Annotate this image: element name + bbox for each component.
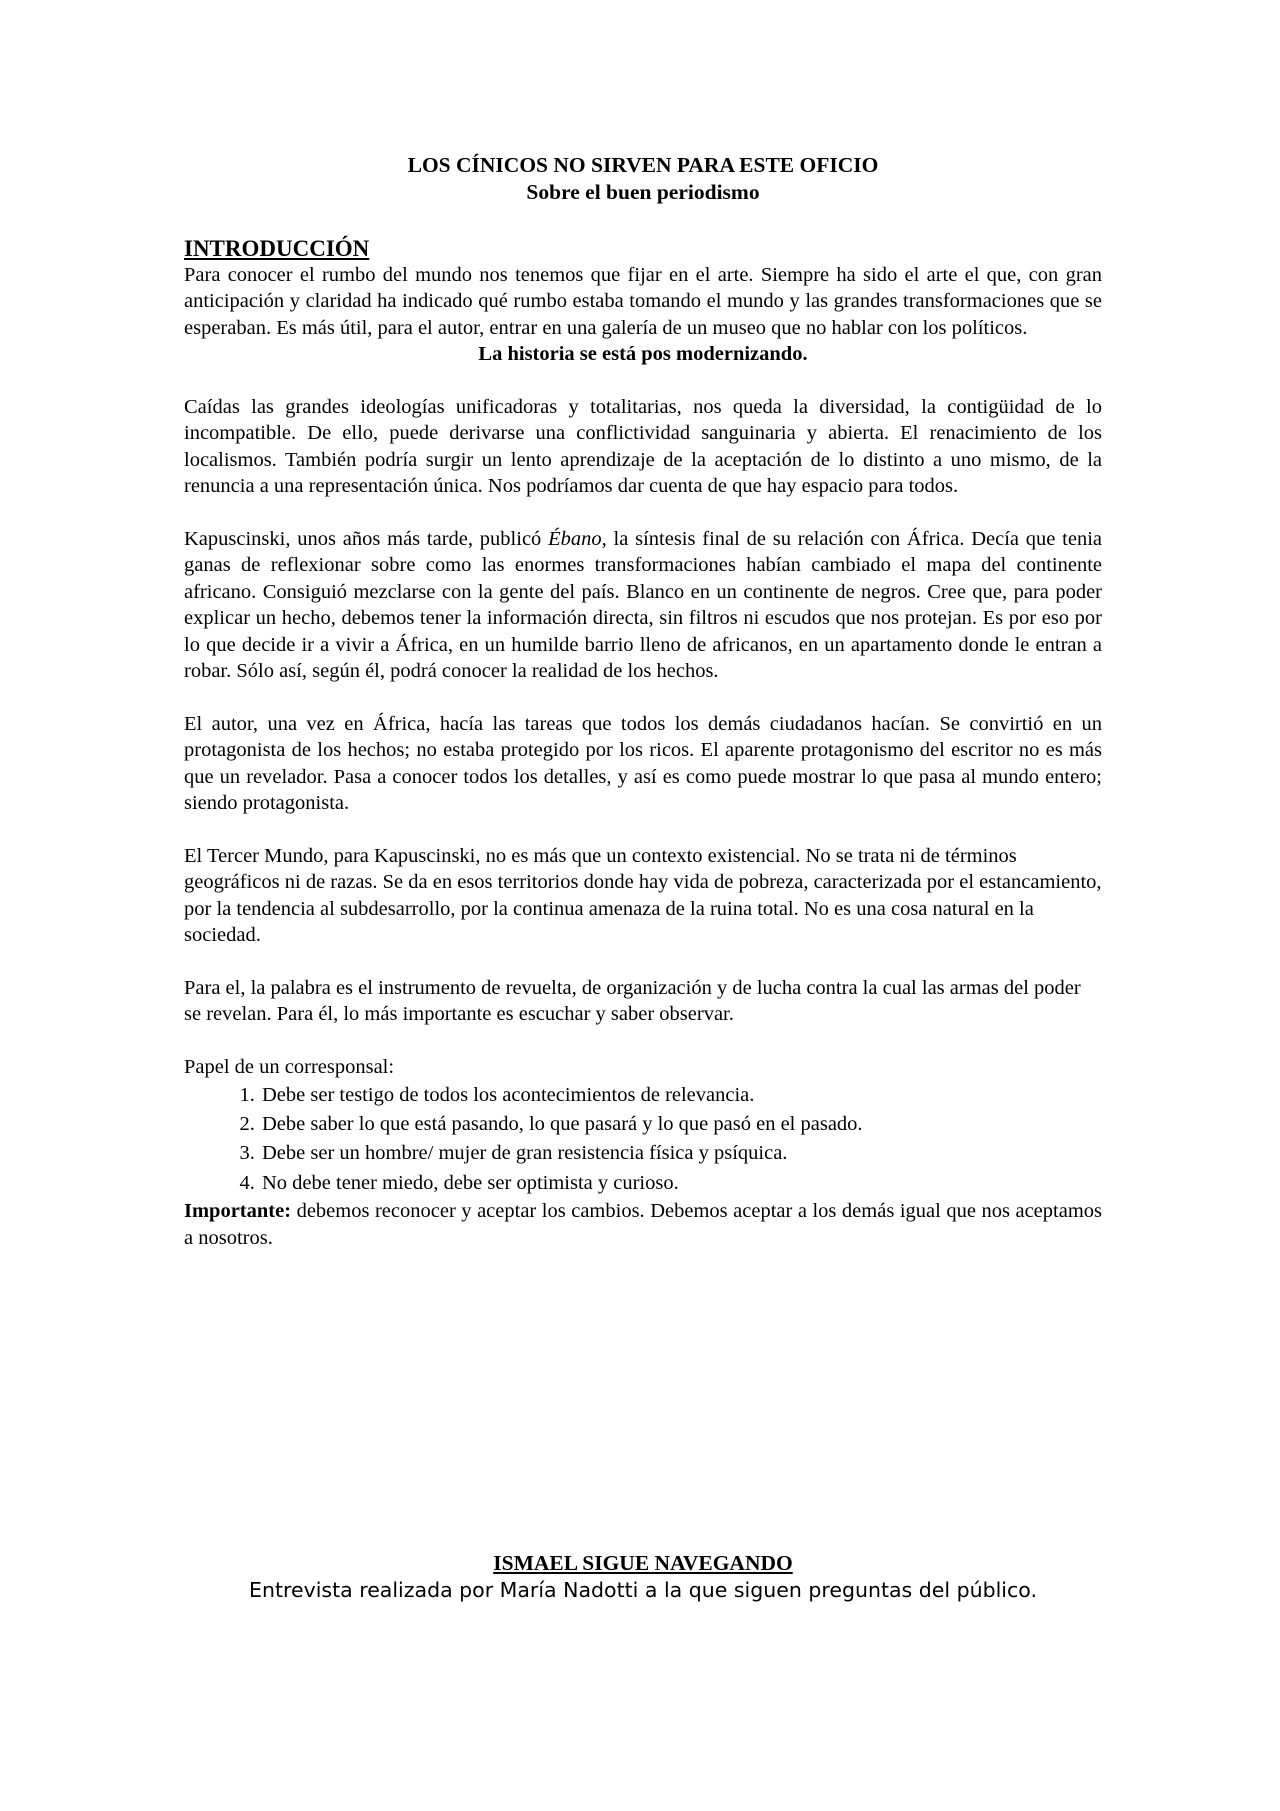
paragraph-ebano-start: Kapuscinski, unos años más tarde, publicó (184, 528, 549, 551)
corresponsal-label: Papel de un corresponsal: (184, 1056, 395, 1079)
list-item: 2. Debe saber lo que está pasando, lo que pasará y lo que pasó en el pasado. (260, 1110, 1102, 1139)
paragraph-autor-africa: El autor, una vez en África, hacía las tareas que todos los demás ciudadanos hacían. Se convirtió en un protagonista de los hechos; no estaba protegido por los ricos. El aparente protagonismo del escritor no es más que un revelador. Pasa a conocer todos los detalles, y así es como puede mostrar lo que pasa al mundo entero; siendo protagonista. (184, 712, 1102, 815)
paragraph-palabra: Para el, la palabra es el instrumento de revuelta, de organización y de lucha contra la cual las armas del poder se revelan. Para él, lo más importante es escuchar y saber observar. (184, 976, 1081, 1026)
paragraph-ebano-rest: la síntesis final de su relación con África. Decía que tenia ganas de reflexionar sobre como las enormes transformaciones habían cambiado el mapa del continente africano. Consiguió mezclarse con la gente del país. Blanco en un continente de negros. Cree que, para poder explicar un hecho, debemos tener la información directa, sin filtros ni escudos que nos protejan. Es por eso por lo que decide ir a vivir a África, en un humilde barrio lleno de africanos, en un apartamento donde le entran a robar. Sólo así, según él, podrá conocer la realidad de los hechos. (184, 528, 1102, 683)
document-title: LOS CÍNICOS NO SIRVEN PARA ESTE OFICIO (407, 153, 879, 177)
list-item: 3. Debe ser un hombre/ mujer de gran resistencia física y psíquica. (260, 1139, 1102, 1168)
intro-paragraph: Para conocer el rumbo del mundo nos tenemos que fijar en el arte. Siempre ha sido el arte el que, con gran anticipación y claridad ha indicado qué rumbo estaba tomando el mundo y las grandes transformaciones que se esperaban. Es más útil, para el autor, entrar en una galería de un museo que no hablar con los políticos. (184, 264, 1102, 339)
important-note (184, 1198, 1102, 1251)
second-section-subtitle: Entrevista realizada por María Nadotti a la que siguen preguntas del público. (249, 1578, 1037, 1602)
paragraph-tercer-mundo: El Tercer Mundo, para Kapuscinski, no es más que un contexto existencial. No se trata ni de términos geográficos ni de razas. Se da en esos territorios donde hay vida de pobreza, caracterizada por el estancamiento, por la tendencia al subdesarrollo, por la continua amenaza de la ruina total. No es una cosa natural en la sociedad. (184, 844, 1102, 947)
paragraph-ebano (184, 526, 1102, 684)
intro-heading: INTRODUCCIÓN (184, 236, 370, 261)
important-text: debemos reconocer y aceptar los cambios. Debemos aceptar a los demás igual que nos aceptamos a nosotros. (184, 1200, 1102, 1249)
intro-highlight: La historia se está pos modernizando. (478, 343, 808, 366)
document-subtitle: Sobre el buen periodismo (526, 180, 760, 204)
second-section (184, 1550, 1102, 1604)
corresponsal-list (184, 1081, 1102, 1199)
list-item: 4. No debe tener miedo, debe ser optimista y curioso. (260, 1169, 1102, 1198)
important-label: Importante: (184, 1200, 292, 1223)
list-item: 1. Debe ser testigo de todos los acontecimientos de relevancia. (260, 1081, 1102, 1110)
second-section-title: ISMAEL SIGUE NAVEGANDO (493, 1551, 793, 1575)
book-title-ebano: Ébano, (548, 528, 607, 551)
paragraph-ideologias: Caídas las grandes ideologías unificadoras y totalitarias, nos queda la diversidad, la contigüidad de lo incompatible. De ello, puede derivarse una conflictividad sanguinaria y abierta. El renacimiento de los localismos. También podría surgir un lento aprendizaje de la aceptación de lo distinto a uno mismo, de la renuncia a una representación única. Nos podríamos dar cuenta de que hay espacio para todos. (184, 396, 1102, 498)
document-page (184, 152, 1102, 1251)
